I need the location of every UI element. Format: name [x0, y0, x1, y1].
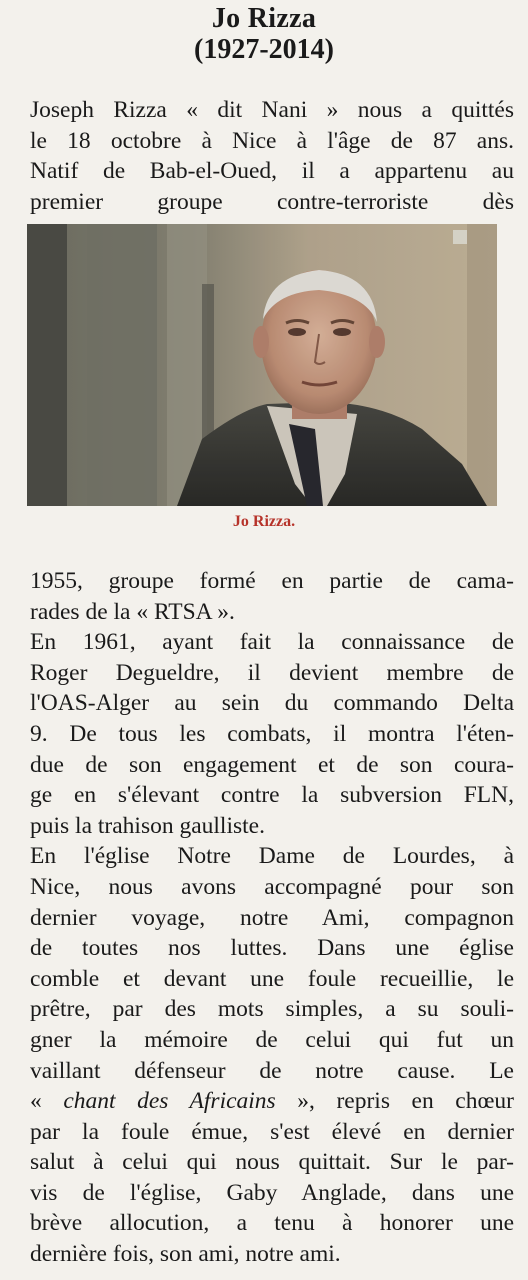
- intro-line: Joseph Rizza « dit Nani » nous a quittés: [30, 97, 514, 123]
- song-open-quote: «: [30, 1088, 64, 1115]
- intro-line: le 18 octobre à Nice à l'âge de 87 ans.: [30, 127, 514, 154]
- body-line: de toutes nos luttes. Dans une église: [30, 935, 514, 962]
- article-title: Jo Rizza: [211, 3, 317, 34]
- body-line: ge en s'élevant contre la subversion FLN,: [30, 782, 514, 809]
- body-line: rades de la « RTSA ».: [30, 598, 235, 625]
- body-line: par la foule émue, s'est élevé en dernier: [30, 1118, 514, 1145]
- body-line: gner la mémoire de celui qui fut un: [30, 1026, 514, 1053]
- song-line-rest: », repris en chœur: [275, 1088, 514, 1115]
- body-line: En l'église Notre Dame de Lourdes, à: [30, 843, 514, 870]
- portrait-photo-image: [27, 224, 497, 506]
- photo-caption: Jo Rizza.: [232, 513, 296, 530]
- body-line: Nice, nous avons accompagné pour son: [30, 873, 514, 900]
- body-line: l'OAS-Alger au sein du commando Delta: [30, 690, 514, 717]
- body-line: due de son engagement et de son coura-: [30, 751, 514, 778]
- body-line: vaillant défenseur de notre cause. Le: [30, 1057, 514, 1084]
- intro-line: Natif de Bab-el-Oued, il a appartenu au: [30, 158, 514, 185]
- body-line: dernière fois, son ami, notre ami.: [30, 1241, 341, 1268]
- song-line: [30, 1086, 514, 1117]
- intro-paragraph: [30, 95, 514, 217]
- body-line: prêtre, par des mots simples, a su souli-: [30, 996, 514, 1023]
- body-line: comble et devant une foule recueillie, le: [30, 965, 514, 992]
- song-title: chant des Africains: [63, 1088, 276, 1115]
- portrait-photo: [27, 224, 497, 506]
- article-years: (1927-2014): [194, 34, 334, 65]
- body-line: brève allocution, a tenu à honorer une: [30, 1210, 514, 1237]
- body-line: dernier voyage, notre Ami, compagnon: [30, 904, 514, 931]
- body-line: 1955, groupe formé en partie de cama-: [30, 568, 514, 594]
- article-header: [0, 2, 528, 65]
- body-line: puis la trahison gaulliste.: [30, 812, 265, 839]
- body-line: En 1961, ayant fait la connaissance de: [30, 629, 514, 656]
- body-paragraph: [30, 566, 514, 1270]
- body-line: 9. De tous les combats, il montra l'éten-: [30, 720, 514, 747]
- intro-line: premier groupe contre-terroriste dès: [30, 188, 514, 215]
- body-line: salut à celui qui nous quittait. Sur le par-: [30, 1149, 514, 1176]
- body-line: Roger Degueldre, il devient membre de: [30, 659, 514, 686]
- body-line: vis de l'église, Gaby Anglade, dans une: [30, 1179, 514, 1206]
